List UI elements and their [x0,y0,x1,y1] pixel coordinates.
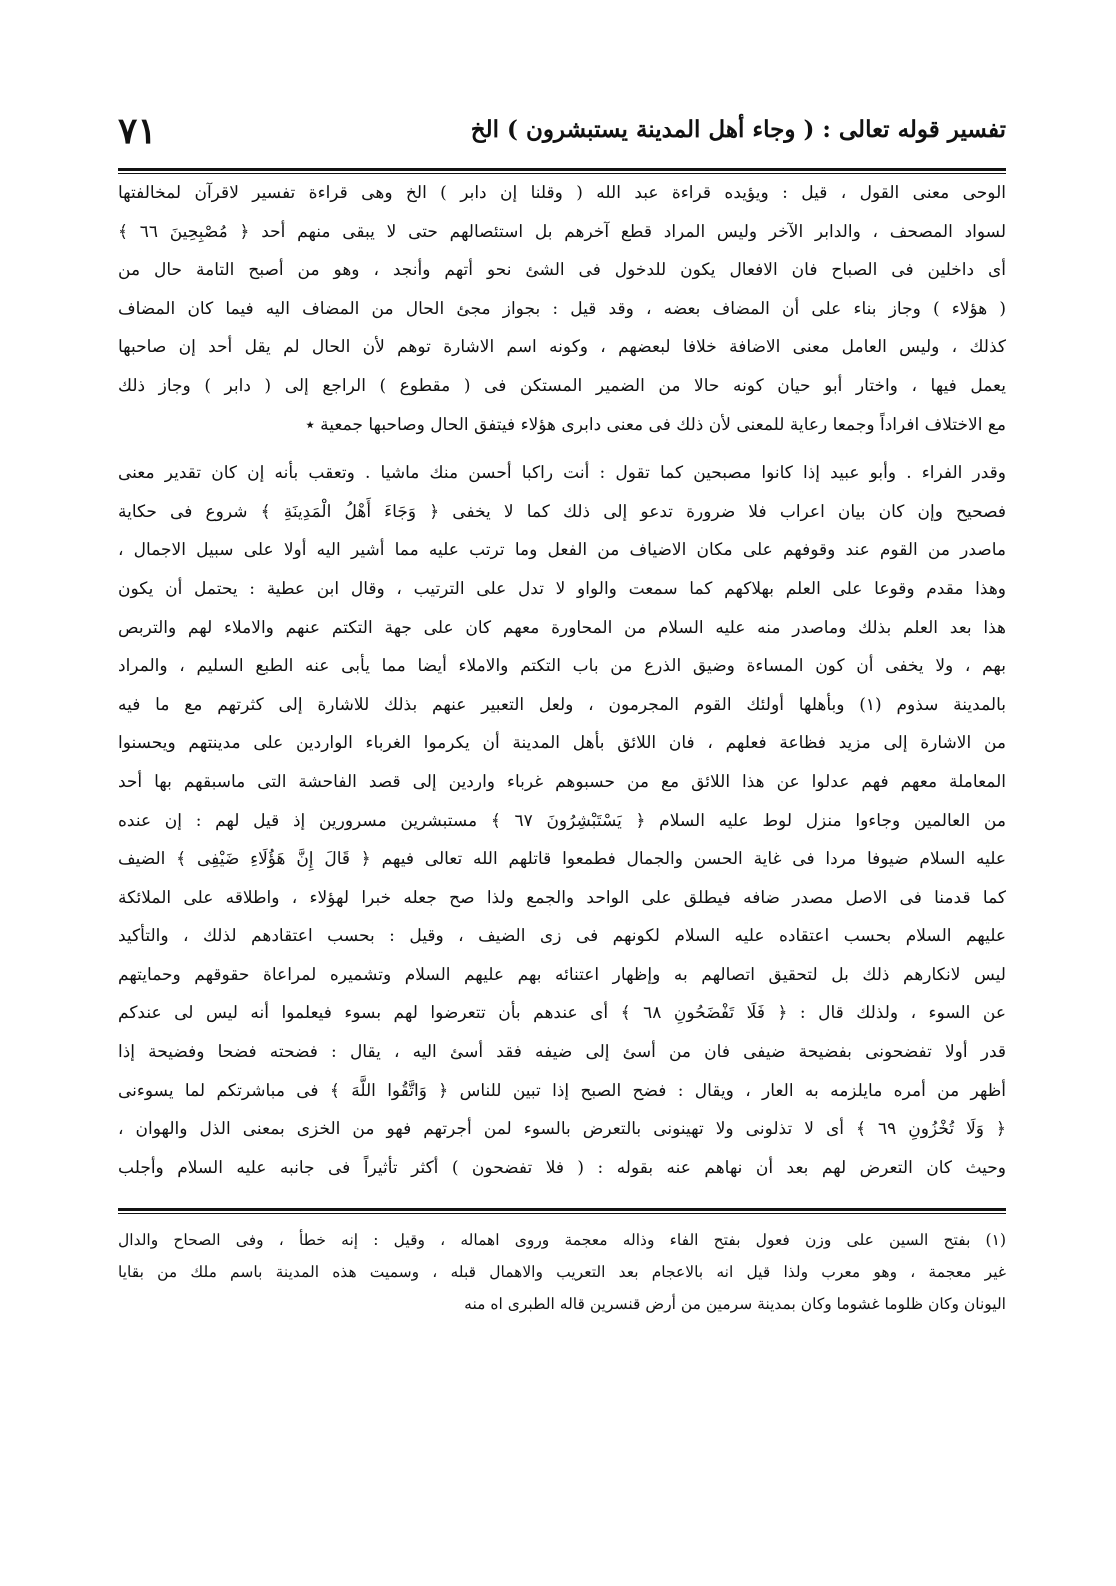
footnotes [118,1224,1006,1320]
footnote-line: اليونان وكان ظلوما غشوما وكان بمدينة سرمين من أرض قنسرين قاله الطبرى اه منه [464,1295,1006,1313]
text-line: ( هؤلاء ) وجاز بناء على أن المضاف بعضه ، وقد قيل : بجواز مجئ الحال من المضاف اليه فيما كان المضاف [118,298,1006,319]
text-line: أى داخلين فى الصباح فان الافعال يكون للدخول فى الشئ نحو أتهم وأنجد ، وهو من أصبح التامة حال من [118,260,1006,281]
text-line: وقدر الفراء . وأبو عبيد إذا كانوا مصبحين كما تقول : أنت راكبا أحسن منك ماشيا . وتعقب بأنه إن كان تقدير معنى [118,463,1006,484]
text-line: كما قدمنا فى الاصل مصدر ضافه فيطلق على الواحد والجمع ولذا صح جعله خبرا لهؤلاء ، واطلاقه على الملائكة [118,887,1006,908]
running-title: تفسير قوله تعالى : ( وجاء أهل المدينة يستبشرون ) الخ [470,116,1006,143]
text-line: ليس لانكارهم ذلك بل لتحقيق اتصالهم به وإظهار اعتنائه بهم عليهم السلام وتشميره لمراعاة حقوقهم وحمايتهم [118,964,1006,985]
book-page [118,104,1006,1514]
footnote-line: (١) بفتح السين على وزن فعول بفتح الفاء وذاله معجمة وروى اهماله ، وقيل : إنه خطأ ، وفى الصحاح والدال [118,1231,1006,1249]
text-line: لسواد المصحف ، والدابر الآخر وليس المراد قطع آخرهم بل استئصالهم حتى لا يبقى منهم أحد ﴿ مُصْبِحِينَ ٦٦ ﴾ [118,221,1006,242]
text-line: وحيث كان التعرض لهم بعد أن نهاهم عنه بقوله : ( فلا تفضحون ) أكثر تأثيراً فى جانبه عليه السلام وأجلب [118,1157,1006,1178]
text-line: وهذا مقدم وقوعا على العلم بهلاكهم كما سمعت والواو لا تدل على الترتيب ، وقال ابن عطية : يحتمل أن يكون [118,578,1006,599]
text-line: كذلك ، وليس العامل معنى الاضافة خلافا لبعضهم ، وكونه اسم الاشارة توهم لأن الحال لم يقل أحد إن صاحبها [118,337,1006,358]
text-line: ماصدر من القوم عند وقوفهم على مكان الاضياف من الفعل وما ترتب عليه مما أشير اليه أولا على سبيل الاجمال ، [118,540,1006,561]
text-line: عليه السلام ضيوفا مردا فى غاية الحسن والجمال فطمعوا قاتلهم الله تعالى فيهم ﴿ قَالَ إِنَّ هَؤُلَاءِ ضَيْفِى ﴾ الضيف [118,849,1006,870]
text-line: ﴿ وَلَا تُخْزُونِ ٦٩ ﴾ أى لا تذلونى ولا تهينونى بالتعرض بالسوء لمن أجرتهم فهو من الخزى بمعنى الذل والهوان ، [118,1119,1006,1140]
text-line: الوحى معنى القول ، قيل : ويؤيده قراءة عبد الله ( وقلنا إن دابر ) الخ وهى قراءة تفسير لاقرآن لمخالفتها [118,183,1006,203]
text-line: بالمدينة سذوم (١) وبأهلها أولئك القوم المجرمون ، ولعل التعبير عنهم بذلك للاشارة إلى كثرتهم مع ما فيه [118,694,1006,715]
text-line: قدر أولا تفضحونى بفضيحة ضيفى فان من أسئ إلى ضيفه فقد أسئ اليه ، يقال : فضحته فضحا وفضيحة إذا [118,1042,1006,1063]
text-line: مع الاختلاف افراداً وجمعا رعاية للمعنى لأن ذلك فى معنى دابرى هؤلاء فيتفق الحال وصاحبها جمعية ‌٭ [305,414,1006,435]
page-header [118,112,1006,162]
text-line: عليهم السلام بحسب اعتقاده عليه السلام لكونهم فى زى الضيف ، وقيل : بحسب اعتقادهم لذلك ، والتأكيد [118,926,1006,947]
text-line: فصحيح وإن كان بيان اعراب فلا ضرورة تدعو إلى ذلك كما لا يخفى ﴿ وَجَاءَ أَهْلُ الْمَدِينَةِ ﴾ شروع فى حكاية [118,501,1006,522]
text-line: عن السوء ، ولذلك قال : ﴿ فَلَا تَفْضَحُونِ ٦٨ ﴾ أى عندهم بأن تتعرضوا لهم بسوء فيعلموا أنه ليس لى عندكم [118,1003,1006,1024]
text-line: هذا بعد العلم بذلك وماصدر منه عليه السلام من المحاورة معهم كان على جهة التكتم عنهم والاملاء لهم والتربص [118,617,1006,638]
text-line: بهم ، ولا يخفى أن كون المساءة وضيق الذرع من باب التكتم والاملاء أيضا مما يأبى عنه الطبع السليم ، والمراد [118,656,1006,677]
text-line: من الاشارة إلى مزيد فظاعة فعلهم ، فان اللائق بأهل المدينة أن يكرموا الغرباء الواردين على مدينتهم ويحسنوا [118,733,1006,754]
text-line: أظهر من أمره مايلزمه به العار ، ويقال : فضح الصبح إذا تبين للناس ﴿ وَاتَّقُوا اللَّهَ ﴾ فى مباشرتكم لما يسوءنى [118,1080,1006,1101]
main-text [118,174,1006,1187]
page-number: ٧١ [118,110,157,152]
text-line: يعمل فيها ، واختار أبو حيان كونه حالا من الضمير المستكن فى ( مقطوع ) الراجع إلى ( دابر ) وجاز ذلك [118,375,1006,396]
text-line: من العالمين وجاءوا منزل لوط عليه السلام ﴿ يَسْتَبْشِرُونَ ٦٧ ﴾ مستبشرين مسرورين إذ قيل لهم : إن عنده [118,810,1006,831]
text-line: المعاملة معهم فهم عدلوا عن هذا اللائق مع من حسبوهم غرباء واردين إلى قصد الفاحشة التى ماسبقهم بها أحد [118,771,1006,792]
footnote-divider [118,1208,1006,1214]
footnote-line: غير معجمة ، وهو معرب ولذا قيل انه بالاعجام بعد التعريب والاهمال قبله ، وسميت هذه المدينة باسم ملك من بقايا [118,1263,1006,1281]
